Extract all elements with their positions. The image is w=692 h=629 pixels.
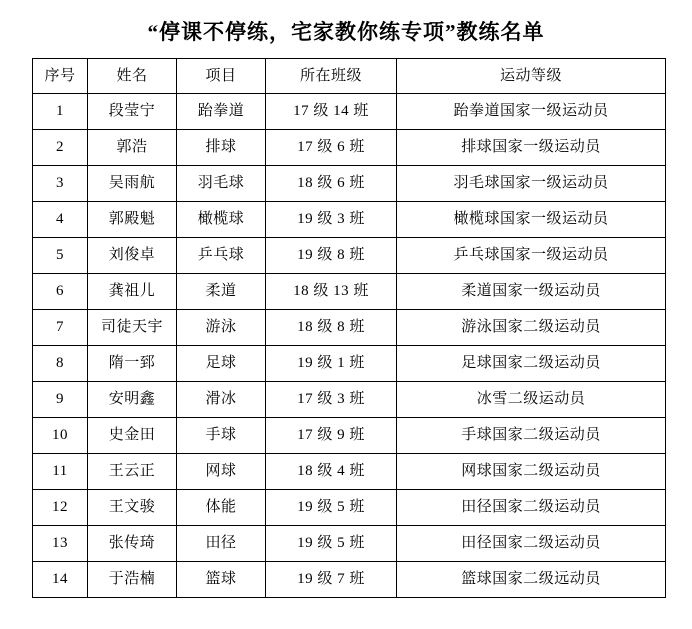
cell-name: 王文骏 <box>88 490 177 526</box>
column-header-class: 所在班级 <box>266 59 397 94</box>
cell-event: 滑冰 <box>177 382 266 418</box>
table-row <box>33 202 666 238</box>
column-header-event: 项目 <box>177 59 266 94</box>
cell-level: 排球国家一级运动员 <box>397 130 666 166</box>
column-header-no: 序号 <box>33 59 88 94</box>
table-row <box>33 130 666 166</box>
cell-name: 张传琦 <box>88 526 177 562</box>
cell-event: 篮球 <box>177 562 266 598</box>
cell-no: 3 <box>33 166 88 202</box>
cell-level: 柔道国家一级运动员 <box>397 274 666 310</box>
cell-no: 7 <box>33 310 88 346</box>
cell-level: 羽毛球国家一级运动员 <box>397 166 666 202</box>
cell-name: 史金田 <box>88 418 177 454</box>
cell-level: 橄榄球国家一级运动员 <box>397 202 666 238</box>
table-header-row <box>33 59 666 94</box>
cell-class: 19 级 7 班 <box>266 562 397 598</box>
cell-name: 于浩楠 <box>88 562 177 598</box>
cell-event: 柔道 <box>177 274 266 310</box>
table-row <box>33 238 666 274</box>
cell-event: 游泳 <box>177 310 266 346</box>
cell-name: 郭殿魁 <box>88 202 177 238</box>
cell-no: 9 <box>33 382 88 418</box>
cell-level: 游泳国家二级运动员 <box>397 310 666 346</box>
table-body <box>33 94 666 598</box>
table-header <box>33 59 666 94</box>
cell-level: 田径国家二级运动员 <box>397 526 666 562</box>
cell-name: 安明鑫 <box>88 382 177 418</box>
roster-table-container <box>0 58 692 598</box>
cell-class: 19 级 1 班 <box>266 346 397 382</box>
table-row <box>33 274 666 310</box>
cell-event: 手球 <box>177 418 266 454</box>
cell-class: 17 级 9 班 <box>266 418 397 454</box>
cell-class: 19 级 5 班 <box>266 526 397 562</box>
cell-no: 11 <box>33 454 88 490</box>
cell-event: 羽毛球 <box>177 166 266 202</box>
cell-name: 王云正 <box>88 454 177 490</box>
table-row <box>33 562 666 598</box>
cell-level: 篮球国家二级远动员 <box>397 562 666 598</box>
cell-no: 13 <box>33 526 88 562</box>
cell-event: 乒乓球 <box>177 238 266 274</box>
cell-level: 田径国家二级运动员 <box>397 490 666 526</box>
cell-class: 18 级 13 班 <box>266 274 397 310</box>
cell-class: 17 级 6 班 <box>266 130 397 166</box>
cell-event: 体能 <box>177 490 266 526</box>
cell-no: 10 <box>33 418 88 454</box>
cell-event: 田径 <box>177 526 266 562</box>
cell-level: 乒乓球国家一级运动员 <box>397 238 666 274</box>
table-row <box>33 454 666 490</box>
table-row <box>33 310 666 346</box>
cell-name: 段莹宁 <box>88 94 177 130</box>
table-row <box>33 166 666 202</box>
cell-no: 14 <box>33 562 88 598</box>
table-row <box>33 94 666 130</box>
cell-class: 18 级 4 班 <box>266 454 397 490</box>
cell-class: 17 级 3 班 <box>266 382 397 418</box>
cell-no: 6 <box>33 274 88 310</box>
cell-name: 司徒天宇 <box>88 310 177 346</box>
cell-level: 冰雪二级运动员 <box>397 382 666 418</box>
cell-class: 18 级 8 班 <box>266 310 397 346</box>
cell-class: 19 级 3 班 <box>266 202 397 238</box>
cell-name: 吴雨航 <box>88 166 177 202</box>
cell-no: 12 <box>33 490 88 526</box>
cell-level: 跆拳道国家一级运动员 <box>397 94 666 130</box>
cell-name: 隋一郅 <box>88 346 177 382</box>
cell-class: 19 级 8 班 <box>266 238 397 274</box>
cell-class: 19 级 5 班 <box>266 490 397 526</box>
cell-event: 足球 <box>177 346 266 382</box>
table-row <box>33 526 666 562</box>
column-header-name: 姓名 <box>88 59 177 94</box>
roster-table <box>32 58 666 598</box>
cell-no: 2 <box>33 130 88 166</box>
cell-no: 1 <box>33 94 88 130</box>
cell-no: 4 <box>33 202 88 238</box>
cell-no: 5 <box>33 238 88 274</box>
page-title: “停课不停练，宅家教你练专项”教练名单 <box>147 20 545 44</box>
cell-event: 橄榄球 <box>177 202 266 238</box>
cell-name: 龚祖儿 <box>88 274 177 310</box>
cell-level: 网球国家二级运动员 <box>397 454 666 490</box>
table-row <box>33 382 666 418</box>
cell-class: 18 级 6 班 <box>266 166 397 202</box>
table-row <box>33 346 666 382</box>
cell-event: 排球 <box>177 130 266 166</box>
cell-name: 刘俊卓 <box>88 238 177 274</box>
table-row <box>33 490 666 526</box>
cell-name: 郭浩 <box>88 130 177 166</box>
cell-level: 足球国家二级运动员 <box>397 346 666 382</box>
cell-level: 手球国家二级运动员 <box>397 418 666 454</box>
document-page <box>0 16 692 629</box>
cell-event: 网球 <box>177 454 266 490</box>
cell-class: 17 级 14 班 <box>266 94 397 130</box>
table-row <box>33 418 666 454</box>
column-header-level: 运动等级 <box>397 59 666 94</box>
cell-event: 跆拳道 <box>177 94 266 130</box>
cell-no: 8 <box>33 346 88 382</box>
